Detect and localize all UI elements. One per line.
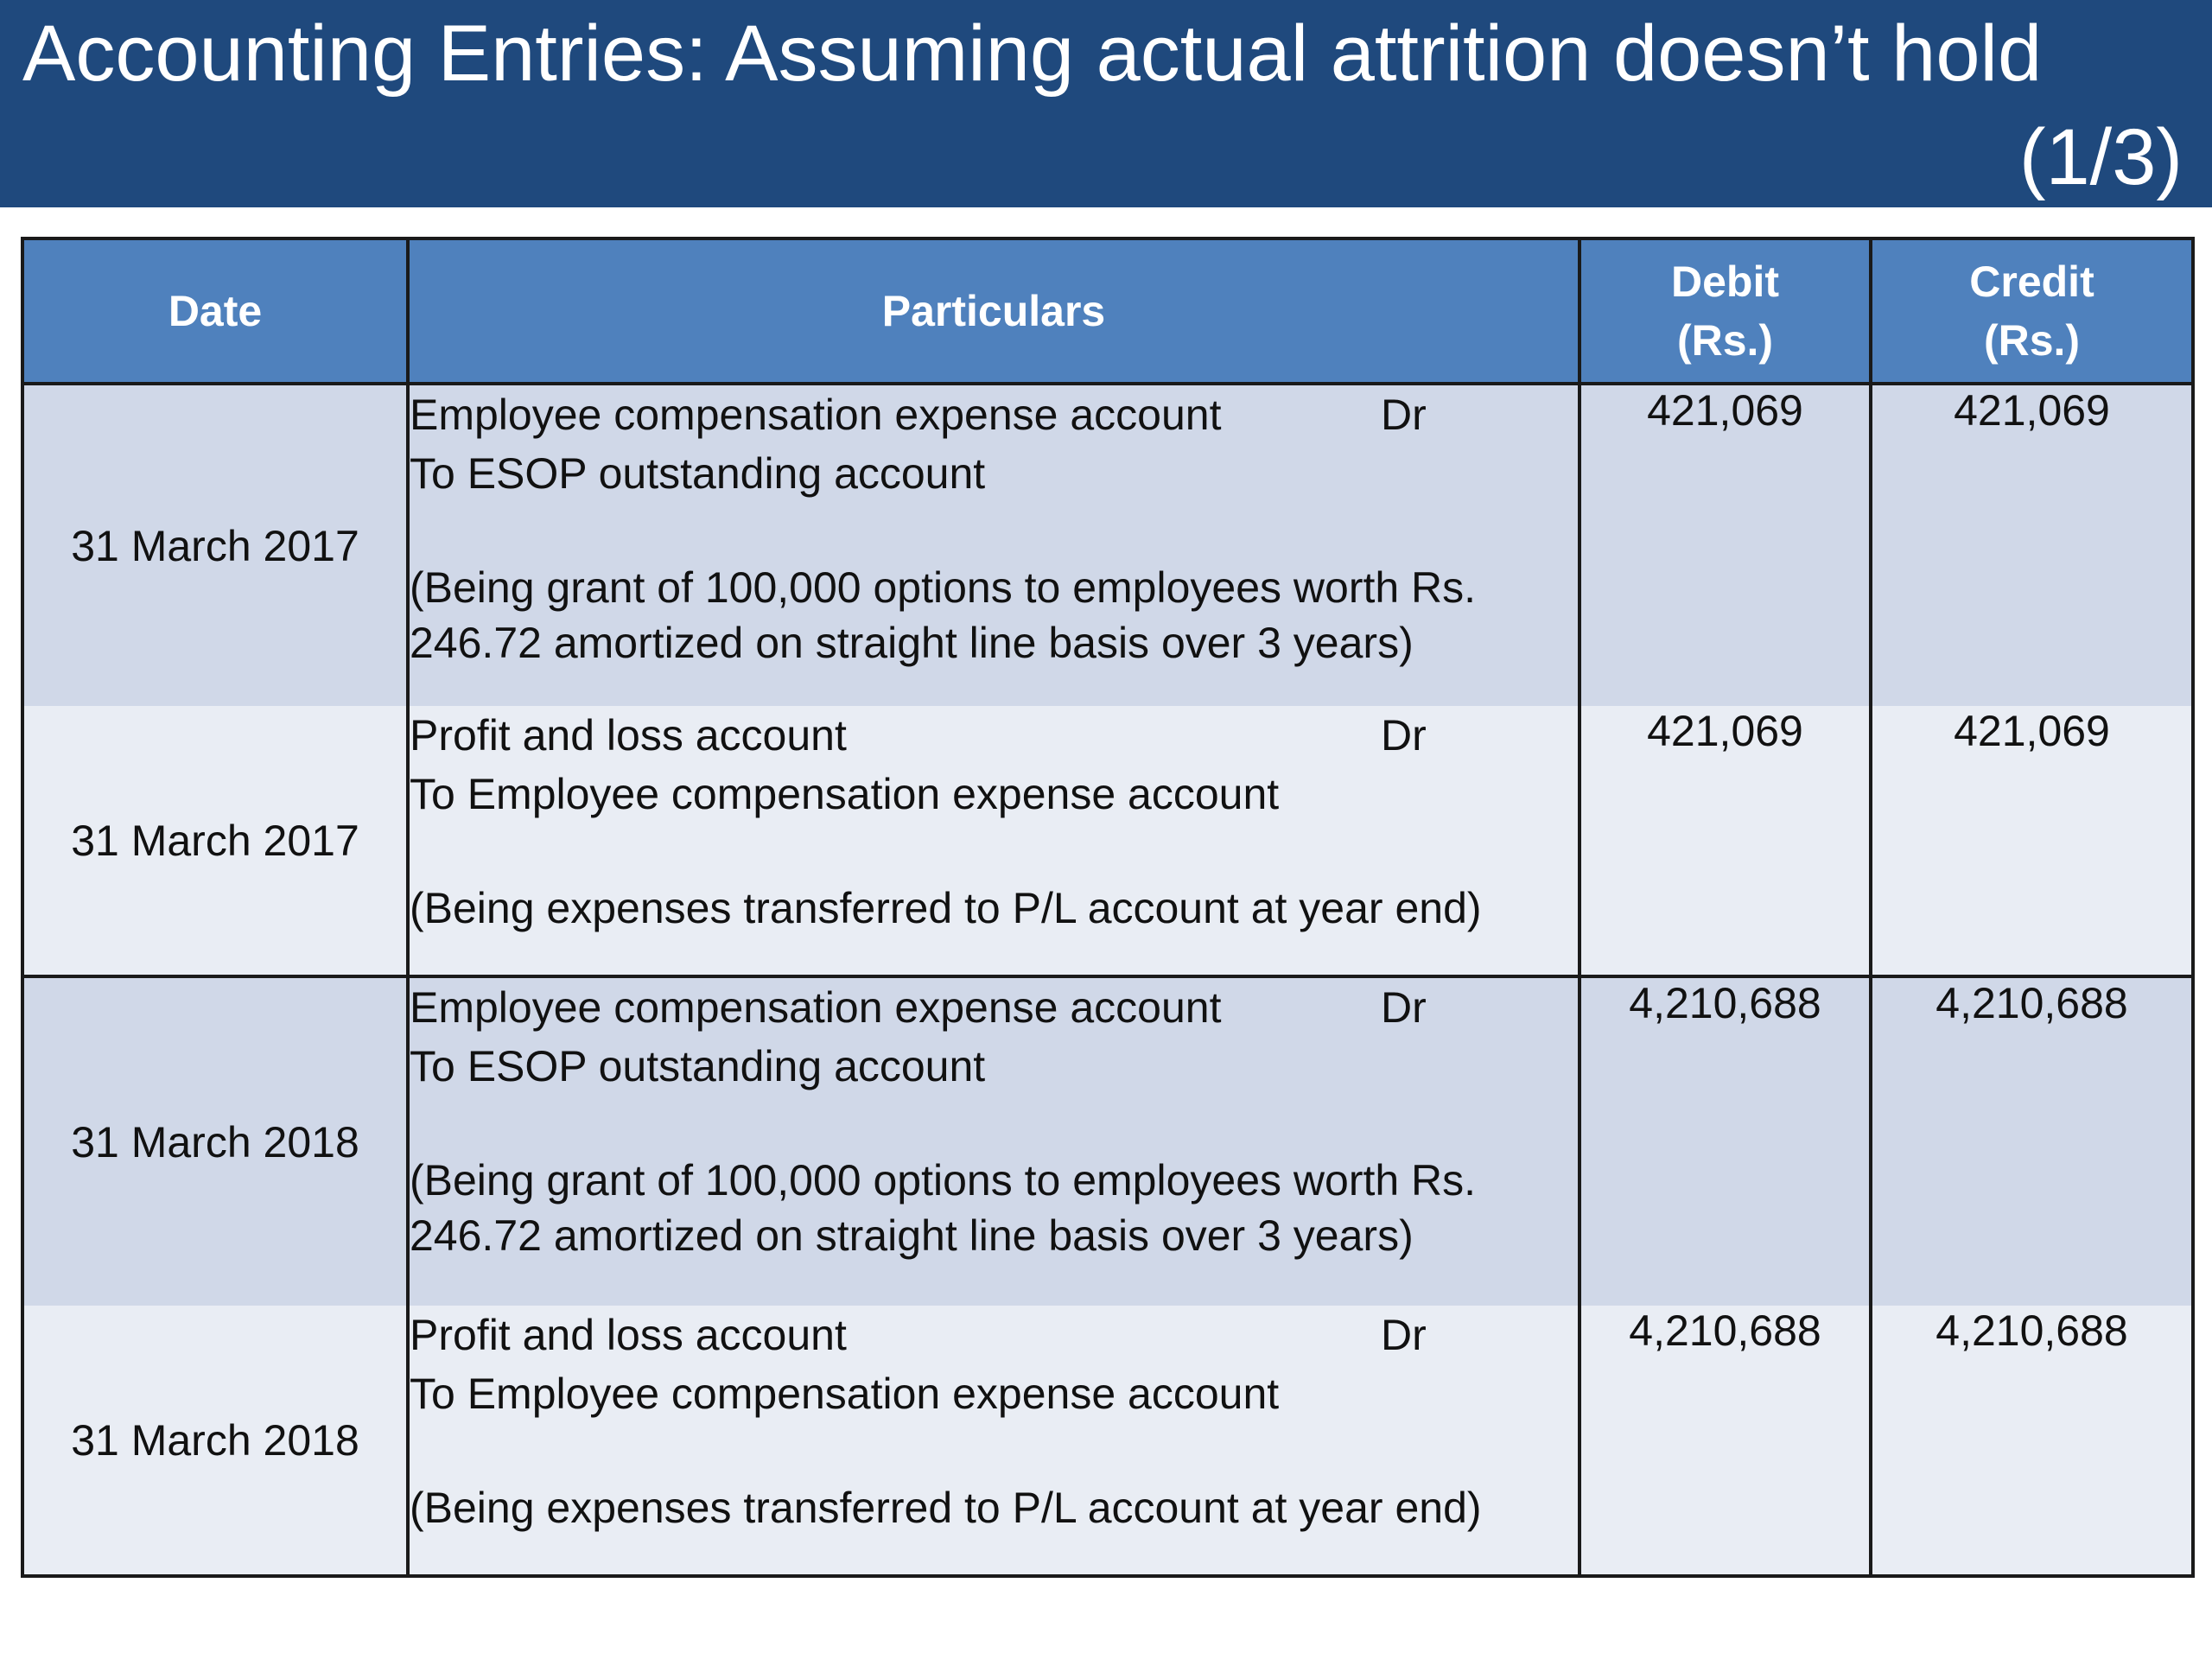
narration-line: (Being expenses transferred to P/L account at year end) bbox=[410, 1484, 1482, 1532]
debit-account: Employee compensation expense account bbox=[410, 983, 1222, 1032]
table-row bbox=[22, 384, 2193, 706]
entry-particulars bbox=[408, 976, 1580, 1306]
debit-account: Employee compensation expense account bbox=[410, 391, 1222, 439]
entry-date: 31 March 2017 bbox=[22, 706, 408, 976]
table-row bbox=[22, 976, 2193, 1306]
header-debit-label: Debit bbox=[1671, 257, 1779, 306]
header-date: Date bbox=[22, 238, 408, 384]
narration-line: 246.72 amortized on straight line basis over 3 years) bbox=[410, 1211, 1414, 1260]
narration bbox=[410, 1480, 1578, 1535]
debit-amount: 4,210,688 bbox=[1580, 976, 1871, 1306]
credit-account: To Employee compensation expense account bbox=[410, 1370, 1280, 1418]
narration bbox=[410, 1153, 1578, 1263]
narration bbox=[410, 880, 1578, 936]
entry-date: 31 March 2018 bbox=[22, 1306, 408, 1576]
slide-title-bar bbox=[0, 0, 2212, 207]
entry-particulars bbox=[408, 706, 1580, 976]
debit-amount: 4,210,688 bbox=[1580, 1306, 1871, 1576]
table-header-row bbox=[22, 238, 2193, 384]
narration-line: (Being expenses transferred to P/L account at year end) bbox=[410, 884, 1482, 932]
entry-date: 31 March 2018 bbox=[22, 976, 408, 1306]
credit-amount: 421,069 bbox=[1871, 384, 2193, 706]
entry-particulars bbox=[408, 1306, 1580, 1576]
header-credit-unit: (Rs.) bbox=[1983, 316, 2081, 365]
credit-account: To ESOP outstanding account bbox=[410, 1042, 986, 1090]
dr-label: Dr bbox=[1381, 391, 1427, 439]
narration-line: 246.72 amortized on straight line basis over 3 years) bbox=[410, 619, 1414, 667]
narration bbox=[410, 560, 1578, 671]
table-row bbox=[22, 706, 2193, 976]
header-debit bbox=[1580, 238, 1871, 384]
dr-label: Dr bbox=[1381, 1311, 1427, 1359]
credit-amount: 4,210,688 bbox=[1871, 976, 2193, 1306]
slide-title: Accounting Entries: Assuming actual attrition doesn’t hold bbox=[22, 10, 2043, 98]
credit-account: To ESOP outstanding account bbox=[410, 449, 986, 498]
dr-label: Dr bbox=[1381, 983, 1427, 1032]
credit-account: To Employee compensation expense account bbox=[410, 770, 1280, 818]
entry-particulars bbox=[408, 384, 1580, 706]
header-debit-unit: (Rs.) bbox=[1676, 316, 1774, 365]
debit-account: Profit and loss account bbox=[410, 711, 847, 760]
header-credit bbox=[1871, 238, 2193, 384]
dr-label: Dr bbox=[1381, 711, 1427, 760]
debit-amount: 421,069 bbox=[1580, 706, 1871, 976]
debit-amount: 421,069 bbox=[1580, 384, 1871, 706]
table-row bbox=[22, 1306, 2193, 1576]
slide-title-page-indicator: (1/3) bbox=[2018, 113, 2183, 201]
entry-date: 31 March 2017 bbox=[22, 384, 408, 706]
narration-line: (Being grant of 100,000 options to employees worth Rs. bbox=[410, 563, 1477, 612]
journal-entries-table bbox=[21, 237, 2195, 1578]
narration-line: (Being grant of 100,000 options to employees worth Rs. bbox=[410, 1156, 1477, 1205]
debit-account: Profit and loss account bbox=[410, 1311, 847, 1359]
credit-amount: 4,210,688 bbox=[1871, 1306, 2193, 1576]
header-particulars: Particulars bbox=[408, 238, 1580, 384]
header-credit-label: Credit bbox=[1969, 257, 2094, 306]
credit-amount: 421,069 bbox=[1871, 706, 2193, 976]
